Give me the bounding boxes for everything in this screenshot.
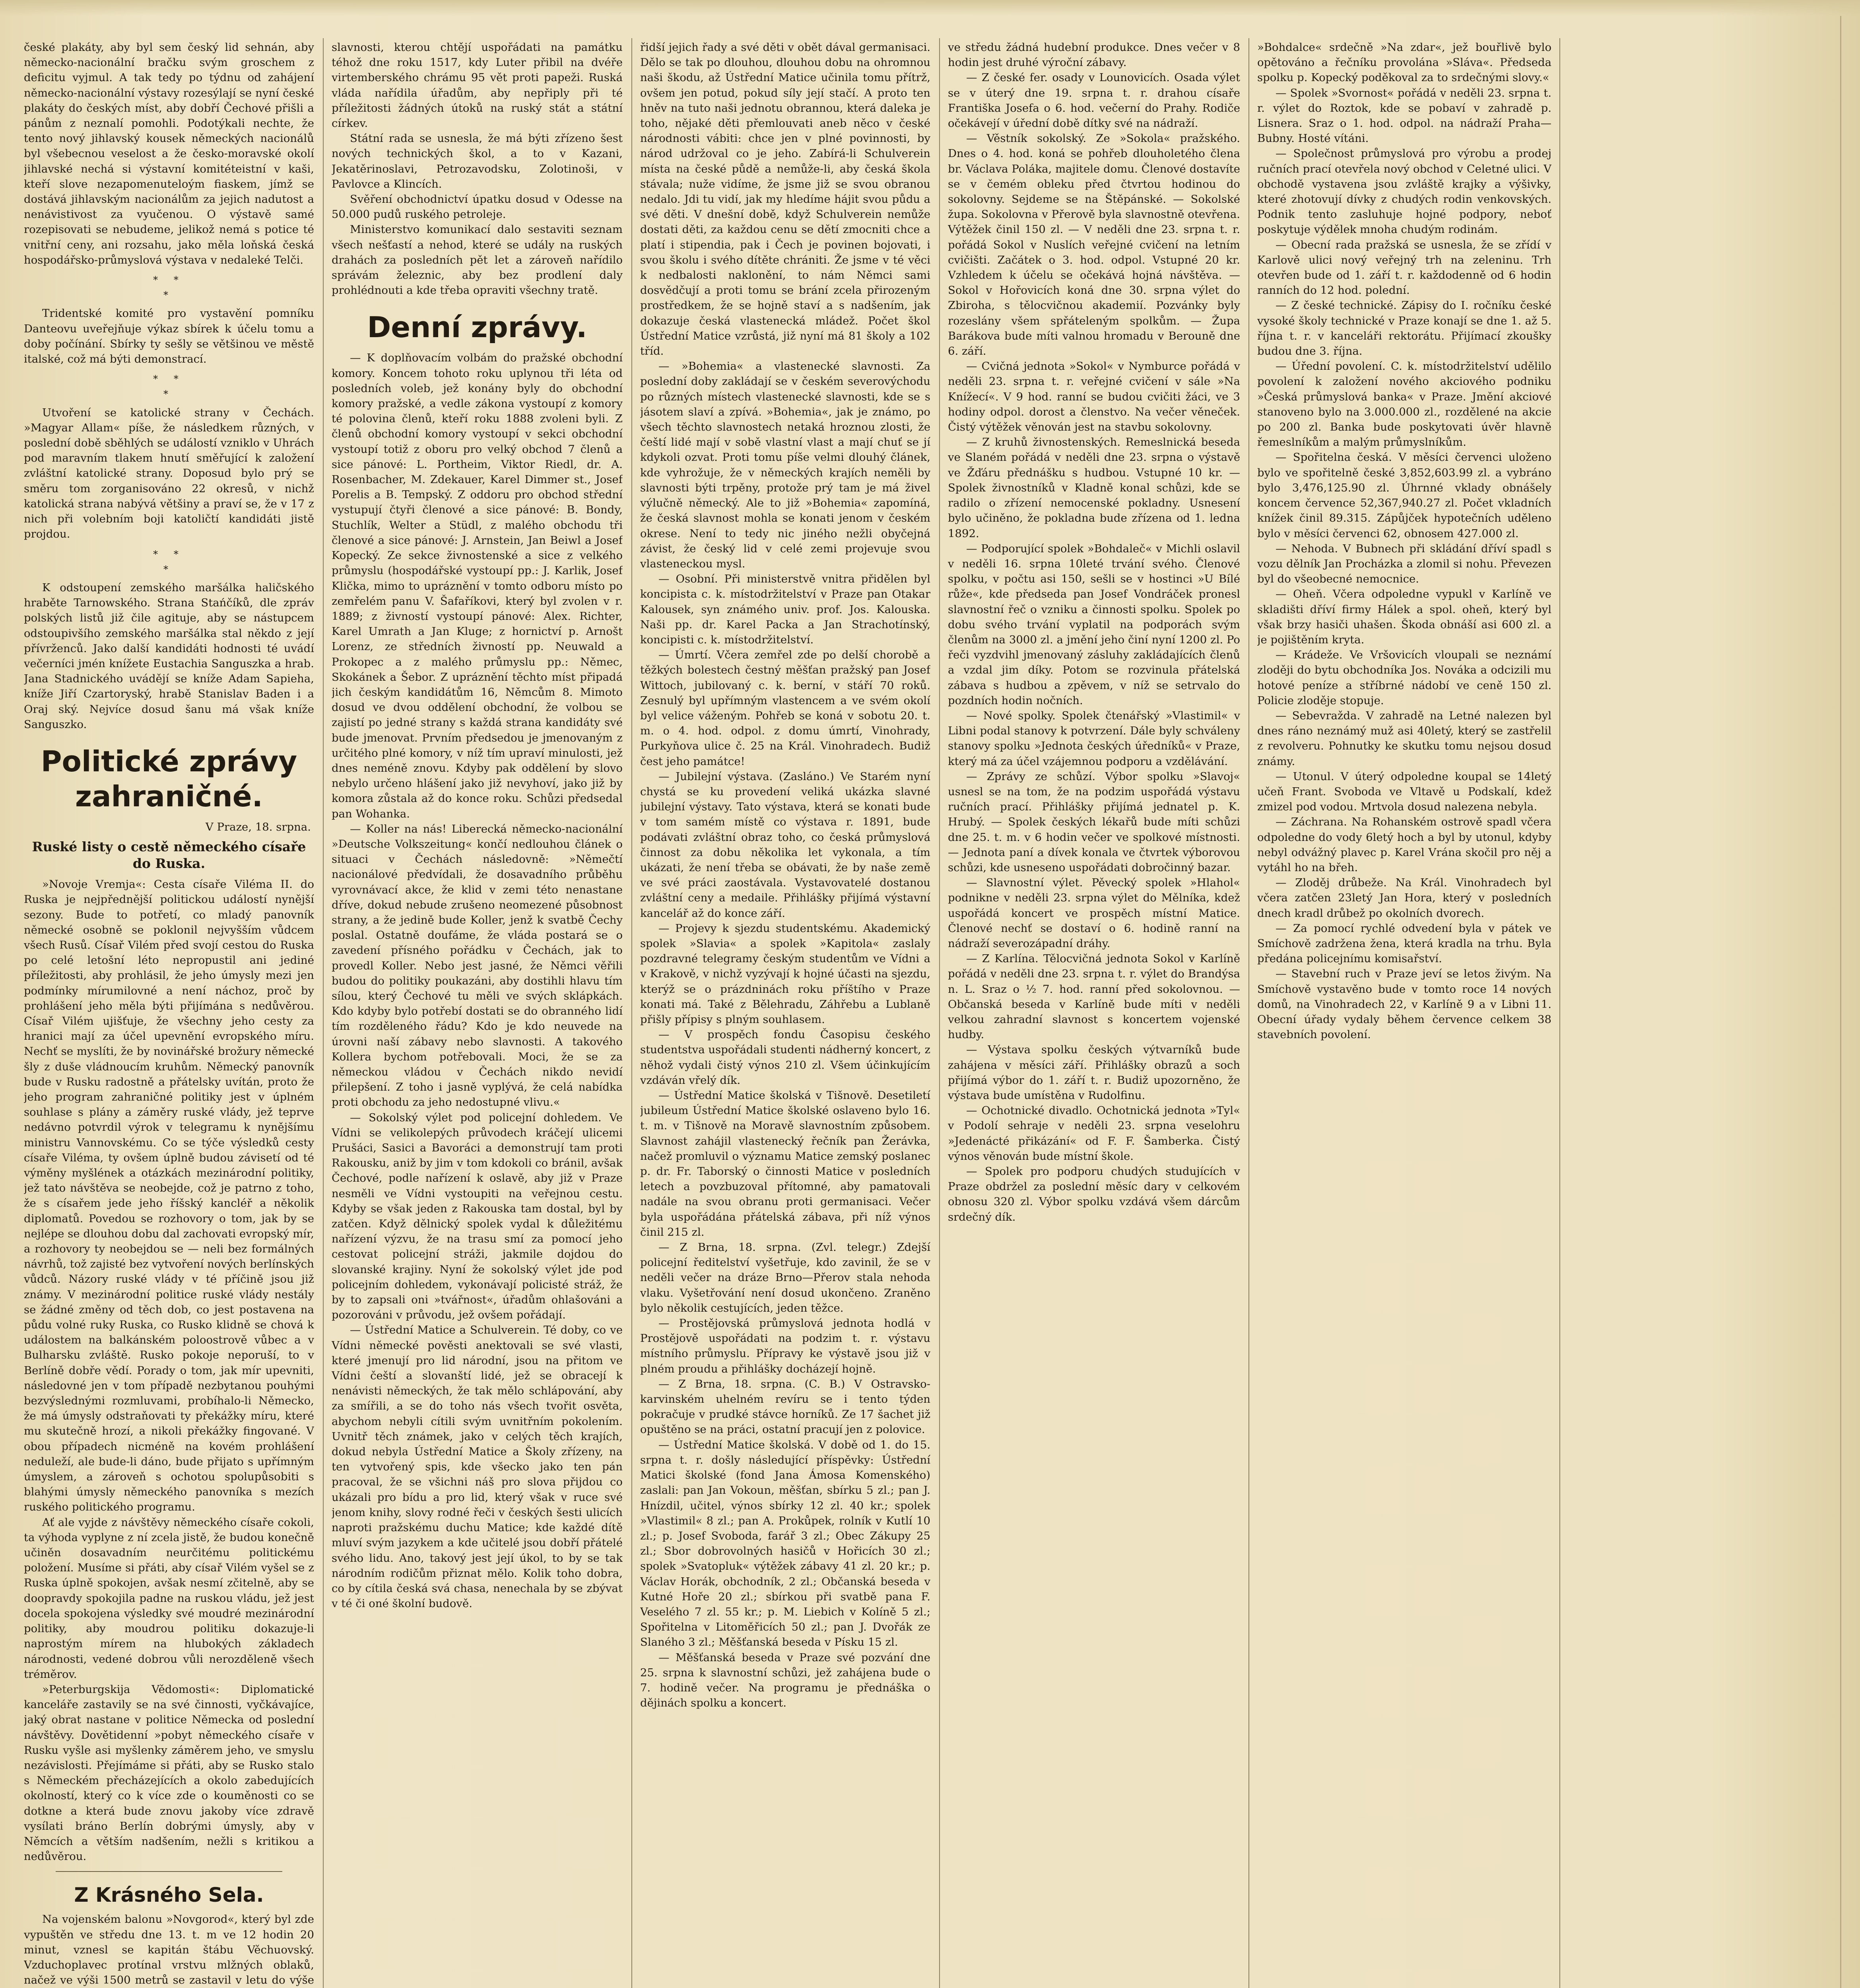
article-paragraph: ve středu žádná hudební produkce. Dnes večer v 8 hodin jest druhé výroční zábavy. xyxy=(948,41,1240,69)
article-paragraph: »Bohdalce« srdečně »Na zdar«, jež bouřlivě bylo opětováno a řečníku provolána »Sláva«. Předseda spolku p. Kopecký poděkoval za to srdečnými slovy.« xyxy=(1257,41,1551,84)
article-paragraph: — Společnost průmyslová pro výrobu a prodej ručních prací otevřela nový obchod v Celetné ulici. V obchodě vystavena jsou zvláště krajky a výšivky, které zhotovují dívky z chudých rodin venkovských. Podnik tento zasluhuje hojné podpory, neboť poskytuje výdělek mnoha chudým rodinám. xyxy=(1257,147,1551,236)
article-paragraph: — Cvičná jednota »Sokol« v Nymburce pořádá v neděli 23. srpna t. r. veřejné cvičení v sále »Na Knížecí«. V 9 hod. ranní se budou cvičiti žáci, ve 3 hodiny odpol. dorost a členstvo. Na večer věneček. Čistý výtěžek věnován jest na stavbu sokolovny. xyxy=(948,360,1240,434)
article-paragraph: — Osobní. Při ministerstvě vnitra přidělen byl koncipista c. k. místodržitelství v Praze pan Otakar Kalousek, syn známého univ. prof. Jos. Kalouska. Naši pp. dr. Karel Packa a Jan Strachotínský, koncipisti c. k. místodržitelství. xyxy=(640,573,930,646)
page-edge xyxy=(1840,16,1841,1988)
article-paragraph: — Úřední povolení. C. k. místodržitelství udělilo povolení k založení nového akciového podniku »Česká průmyslová banka« v Praze. Jmění akciové stanoveno bylo na 3.000.000 zl., rozdělené na akcie po 200 zl. Banka bude poskytovati úvěr hlavně řemeslníkům a malým průmyslníkům. xyxy=(1257,360,1551,449)
article-paragraph: — Z české technické. Zápisy do I. ročníku české vysoké školy technické v Praze konají se dne 1. až 5. října t. r. v kanceláři rektorátu. Přijímací zkoušky budou dne 3. října. xyxy=(1257,299,1551,358)
article-paragraph: — Obecní rada pražská se usnesla, že se zřídí v Karlově ulici nový veřejný trh na zeleninu. Trh otevřen bude od 1. září t. r. každodenně od 6 hodin ranních do 12 hod. polední. xyxy=(1257,238,1551,297)
asterism-separator: * * * xyxy=(153,274,185,301)
article-paragraph: slavnosti, kterou chtějí uspořádati na památku téhož dne roku 1517, kdy Luter přibil na dvéře virtemberského chrámu 95 vět proti papeži. Ruská vláda nařídila úřadům, aby nepřiply při té příležitosti žádných útoků na ruský stát a státní církev. xyxy=(332,41,623,130)
section-heading: Denní zprávy. xyxy=(367,311,587,344)
article-paragraph: — Z Brna, 18. srpna. (C. B.) V Ostravsko-karvinském uhelném revíru se i tento týden pokračuje v prudké stávce horníků. Ze 17 šachet již opuštěno se na práci, ostatní pracují jen z polovice. xyxy=(640,1377,930,1436)
article-paragraph: — Z české fer. osady v Lounovicích. Osada výlet se v úterý dne 19. srpna t. r. drahou císaře Františka Josefa o 6. hod. večerní do Prahy. Rodiče očekávejí v úřední době dítky své na nádraží. xyxy=(948,71,1240,130)
section-heading: Politické zprávy zahraničné. xyxy=(41,744,297,813)
article-paragraph: — Výstava spolku českých výtvarníků bude zahájena v měsíci září. Přihlášky obrazů a soch přijímá výbor do 1. září t. r. Budiž upozorněno, že výstava bude umístěna v Rudolfinu. xyxy=(948,1043,1240,1102)
article-paragraph: — Nové spolky. Spolek čtenářský »Vlastimil« v Libni podal stanovy k potvrzení. Dále byly schváleny stanovy spolku »Jednota českých úředníků« v Praze, který má za účel vzájemnou podporu a vzdělávání. xyxy=(948,709,1240,768)
asterism-separator: * * * xyxy=(153,373,185,400)
column-rule xyxy=(1559,38,1560,1988)
article-paragraph: — Stavební ruch v Praze jeví se letos živým. Na Smíchově vystavěno bude v tomto roce 14 nových domů, na Vinohradech 22, v Karlíně 9 a v Libni 11. Obecní úřady vydaly během července celkem 38 stavebních povolení. xyxy=(1257,967,1551,1041)
article-paragraph: — Sokolský výlet pod policejní dohledem. Ve Vídni se velikolepých průvodech kráčejí ulicemi Prušáci, Sasici a Bavoráci a demonstrují tam proti Rakousku, aniž by jim v tom kdokoli co bránil, avšak Čechové, podle nařízení k oslavě, aby již v Praze nesměli ve Vídni vystoupiti na veřejnou cestu. Kdyby se však jeden z Rakouska tam dostal, byl by zatčen. Když dělnický spolek vydal k důležitému nařízení výzvu, že na trasu smí za pomocí jeho cestovat policejní stráži, jakmile dojdou do slovanské krajiny. Nyní že sokolský výlet jde pod policejním dohledem, vykonávají policisté stráž, že by to zapsali oni »tvářnost«, úřadům ohlašováni a pozorováni v průvodu, jež ovšem pořádají. xyxy=(332,1111,623,1322)
article-paragraph: — Podporující spolek »Bohdaleč« v Michli oslavil v neděli 16. srpna 10leté trvání svého. Členové spolku, v počtu asi 150, sešli se v hostinci »U Bílé růže«, kde předseda pan Josef Vondráček pronesl slavnostní řeč o vzniku a činnosti spolku. Spolek po dobu svého trvání vyplatil na podporách svým členům na 3000 zl. a jmění jeho činí nyní 1200 zl. Po řeči vyzdvihl jmenovaný zásluhy zakládajících členů a vzdal jim díky. Potom se rozvinula přátelská zábava s hudbou a zpěvem, v níž se setrvalo do pozdních hodin nočních. xyxy=(948,542,1240,707)
article-paragraph: — Utonul. V úterý odpoledne koupal se 14letý učeň Frant. Svoboda ve Vltavě u Podskalí, kdež zmizel pod vodou. Mrtvola dosud nalezena nebyla. xyxy=(1257,770,1551,813)
article-paragraph: — Zprávy ze schůzí. Výbor spolku »Slavoj« usnesl se na tom, že na podzim uspořádá výstavu ručních prací. Přihlášky přijímá jednatel p. K. Hrubý. — Spolek českých lékařů bude míti schůzi dne 25. t. m. v 6 hodin večer ve spolkové místnosti. — Jednota paní a dívek konala ve čtvrtek výborovou schůzi, kde usneseno uspořádati dobročinný bazar. xyxy=(948,770,1240,874)
article-paragraph: Státní rada se usnesla, že má býti zřízeno šest nových technických škol, a to v Kazani, Jekatěrinoslavi, Petrozavodsku, Zolotinoši, v Pavlovce a Klincích. xyxy=(332,132,623,190)
section-heading: Z Krásného Sela. xyxy=(74,1883,264,1907)
article-paragraph: Ministerstvo komunikací dalo sestaviti seznam všech nešťastí a nehod, které se udály na ruských drahách za posledních pět let a zároveň nařídilo správám železnic, aby bez prodlení daly prohlédnouti a kde třeba opraviti všechny tratě. xyxy=(332,223,623,297)
article-paragraph: — Z Karlína. Tělocvičná jednota Sokol v Karlíně pořádá v neděli dne 23. srpna t. r. výlet do Brandýsa n. L. Sraz o ½ 7. hod. ranní před sokolovnou. — Občanská beseda v Karlíně bude míti v neděli velkou zahradní slavnost s koncertem vojenské hudby. xyxy=(948,952,1240,1041)
article-paragraph: — Měšťanská beseda v Praze své pozvání dne 25. srpna k slavnostní schůzi, jež zahájena bude o 7. hodině večer. Na programu je přednáška o dějinách spolku a koncert. xyxy=(640,1651,930,1710)
article-paragraph: — Sebevražda. V zahradě na Letné nalezen byl dnes ráno neznámý muž asi 40letý, který se zastřelil z revolveru. Pohnutky ke skutku tomu nejsou dosud známy. xyxy=(1257,709,1551,768)
article-paragraph: — Úmrtí. Včera zemřel zde po delší chorobě a těžkých bolestech čestný měšťan pražský pan Josef Wittoch, jubilovaný c. k. berní, v stáří 70 roků. Zesnulý byl upřímným vlastencem a ve svém okolí byl velice váženým. Pohřeb se koná v sobotu 20. t. m. o 4. hod. odpol. z domu úmrtí, Vinohrady, Purkyňova ulice č. 25 na Král. Vinohradech. Budiž čest jeho památce! xyxy=(640,648,930,768)
article-paragraph: »Novoje Vremja«: Cesta císaře Viléma II. do Ruska je nejpřednější politickou událostí nynější sezony. Bude to potřetí, co mladý panovník německé osobně se poklonil nejvyšším vůdcem všech Rusů. Císař Vilém před svojí cestou do Ruska po celé letošní léto nepropustil ani jediné příležitosti, aby prohlásil, že jeho úmysly mezi jen podmínky mírumilovné a není náchoz, proč by prohlášení jeho měla býti přijímána s nedůvěrou. Císař Vilém ujišťuje, že všechny jeho cesty za hranici mají za účel upevnění evropského míru. Nechť se myslíti, že by novinářské brožury německé šly z duše vládnoucím kruhům. Německý panovník bude v Rusku radostně a přátelsky uvítán, proto že jeho program zahraničné politiky jest v úplném souhlase s plány a záměry ruské vlády, jež teprve nedávno potvrdil výrok v telegramu k nynějšímu ministru Vannovskému. Co se týče výsledků cesty císaře Viléma, ty ovšem úplně budou závisetí od té výměny myšlének a otázkách mezinárodní politiky, jež tato návštěva se neobejde, což je patrno z toho, že s císařem jede jeho říšský kancléř a několik diplomatů. Povedou se rozhovory o tom, jak by se nejlépe se dlouhou dobu dal zachovati evropský mír, a rozhovory ty neobejdou se — neli bez formálných návrhů, tož zajisté bez vytvoření nových berlínských vůdců. Názory ruské vlády v té příčině jsou již známy. V mezinárodní politice ruské vlády nestály se žádné změny od těch dob, co jest postavena na půdu volné ruky Ruska, co Rusko klidně se chová k událostem na balkánském poloostrově vůbec a v Bulharsku zvláště. Rusko pokoje neporuší, to v Berlíně dobře vědí. Porady o tom, jak mír upevniti, následovné jen v tom případě nezbytanou pouhými bezvýslednými rozmluvami, probíhalo-li Německo, že má úmysly odstraňovati ty překážky míru, které mu skutečně hrozí, a nikoli překážky fingované. V obou případech nicméně na kovém prohlášení neduleží, ale bude-li dáno, bude přijato s upřímným úmyslem, a zároveň s ochotou spolupůsobiti s blahými úmysly německého panovníka s mezích ruského politického programu. xyxy=(24,878,314,1514)
article-paragraph: — Ústřední Matice školská. V době od 1. do 15. srpna t. r. došly následující příspěvky: Ústřední Matici školské (fond Jana Ámosa Komenského) zaslali: pan Jan Vokoun, měšťan, sbírku 5 zl.; pan J. Hnízdil, učitel, výnos sbírky 12 zl. 40 kr.; spolek »Vlastimil« 8 zl.; pan A. Prokůpek, rolník v Kutlí 10 zl.; p. Josef Svoboda, farář 3 zl.; Obec Zákupy 25 zl.; Sbor dobrovolných hasičů v Hořicích 30 zl.; spolek »Svatopluk« výtěžek zábavy 41 zl. 20 kr.; p. Václav Horák, obchodník, 2 zl.; Občanská beseda v Kutné Hoře 20 zl.; sbírkou při svatbě pana F. Veselého 7 zl. 55 kr.; p. M. Liebich v Kolíně 5 zl.; Spořitelna v Litoměřicích 50 zl.; pan J. Dvořák ze Slaného 3 zl.; Měšťanská beseda v Písku 15 zl. xyxy=(640,1438,930,1649)
column-rule xyxy=(1248,38,1249,1988)
article-paragraph: — Spolek »Svornost« pořádá v neděli 23. srpna t. r. výlet do Roztok, kde se pobaví v zahradě p. Lisnera. Sraz o 1. hod. odpol. na nádraží Praha—Bubny. Hosté vítáni. xyxy=(1257,86,1551,145)
article-paragraph: — Z Brna, 18. srpna. (Zvl. telegr.) Zdejší policejní ředitelství vyšetřuje, kdo zavinil, že se v neděli večer na dráze Brno—Přerov stala nehoda vlaku. Vyšetřování není dosud ukončeno. Zraněno bylo několik cestujících, jeden těžce. xyxy=(640,1241,930,1314)
column-5 xyxy=(1257,40,1551,1988)
article-paragraph: — »Bohemia« a vlastenecké slavnosti. Za poslední doby zakládají se v českém severovýchodu po různých místech vlastenecké slavnosti, kde se s jásotem slaví a zpívá. »Bohemia«, jak je známo, po všech těchto slavnostech netaká hroznou zlosti, že čeští lidé mají v sobě vlastní vlast a mají chuť se jí kdykoli ozvat. Proti tomu píše velmi dlouhý článek, kde vyhrožuje, že v německých krajích neměli by slavnosti býti trpěny, protože prý tam je má živel výlučně německý. Ale to již »Bohemia« zapomíná, že česká slavnost mohla se konati jenom v českém okrese. Není to tedy nic jiného nežli obyčejná závist, že český lid v celé zemi projevuje svou vlasteneckou mysl. xyxy=(640,360,930,570)
column-3 xyxy=(640,40,930,1988)
article-paragraph: — Ochotnické divadlo. Ochotnická jednota »Tyl« v Podolí sehraje v neděli 23. srpna veselohru »Jedenácté přikázání« od F. F. Šamberka. Čistý výnos věnován bude místní škole. xyxy=(948,1104,1240,1163)
article-headline: Ruské listy o cestě německého císaře do Ruska. xyxy=(32,839,306,872)
section-divider xyxy=(56,1871,282,1872)
article-paragraph: — Slavnostní výlet. Pěvecký spolek »Hlahol« podnikne v neděli 23. srpna výlet do Mělníka, kdež uspořádá koncert ve prospěch místní Matice. Členové nechť se dostaví o 6. hodině ranní na nádraží severozápadní dráhy. xyxy=(948,876,1240,950)
article-paragraph: — Věstník sokolský. Ze »Sokola« pražského. Dnes o 4. hod. koná se pohřeb dlouholetého člena br. Václava Poláka, majitele domu. Členové dostavíte se v čemém obleku před čtvrtou hodinou do sokolovny. Sejdeme se na Štěpánské. — Sokolské župa. Sokolovna v Přerově byla slavnostně otevřena. Výtěžek činil 150 zl. — V neděli dne 23. srpna t. r. pořádá Sokol v Nuslích veřejné cvičení na letním cvičišti. Začátek o 3. hod. odpol. Vstupné 20 kr. Vzhledem k účelu se očekává hojná návštěva. — Sokol v Hořovicích koná dne 30. srpna výlet do Zbiroha, s tělocvičnou akademií. Pozvánky byly rozeslány všem spřáteleným spolkům. — Župa Barákova bude míti valnou hromadu v Berouně dne 6. září. xyxy=(948,132,1240,358)
article-paragraph: — Ústřední Matice a Schulverein. Té doby, co ve Vídni německé pověsti anektovali se své vlasti, které jmenují pro lid národní, jsou na přitom ve Vídni čeští a slovanští lidé, jež se obracejí k nenávisti německých, že tak mělo schlápování, aby za smířili, a se do toho nás všech tvořit osvěta, abychom nebyli cítili svým uvnitřním pokolením. Uvnitř těch známek, jako v celých těch krajích, dokud nebyla Ústřední Matice a Školy zřízeny, na ten vytvořený spis, kde všecko jako ten pán pracoval, že se všichni náš pro slova přijdou co ukázali pro bídu a pro lid, který však v ruce své jenom knihy, slovy rodné řeči v českých šesti ulicích naproti pražskému duchu Matice; kde každé dítě mluví svým jazykem a kde učitelé jsou dobří přátelé svého lidu. Ano, takový jest její úkol, to by se tak národním rodičům přiznat mělo. Kolik toho dobra, co by cítila česká svá chasa, nenechala by se zbývat v té či oné školní budově. xyxy=(332,1324,623,1610)
article-paragraph: — Spořitelna česká. V měsíci červenci uloženo bylo ve spořitelně české 3,852,603.99 zl. a vybráno bylo 3,476,125.90 zl. Úhrnné vklady obnášely koncem července 52,367,940.27 zl. Počet vkladních knížek činil 89.315. Zápůjček hypotečních uděleno bylo v měsíci červenci 62, obnosem 427.000 zl. xyxy=(1257,451,1551,540)
article-paragraph: K odstoupení zemského maršálka haličského hraběte Tarnowského. Strana Stańčíků, dle zpráv polských listů již čile agituje, aby se nástupcem odstoupivšího zemského maršálka stal někdo z její přívrženců. Jako další kandidáti hodnosti té uvádí večerníci jmén knížete Eustachia Sanguszka a hrab. Jana Stadnického uvádějí se kníže Adam Sapieha, kníže Jiří Czartoryský, hrabě Stanislav Baden i a Oraj ský. Nejvíce dosud šanu má však kníže Sanguszko. xyxy=(24,581,314,731)
article-paragraph: — Koller na nás! Liberecká německo-nacionální »Deutsche Volkszeitung« končí nedlouhou článek o situaci v Čechách následovně: »Němečtí nacionálové předvídali, že dosavadního průběhu vyrovnávací akce, že klid v zemi této nenastane dříve, dokud nebude zrušeno neomezené působnost strany, a že jedině bude Koller, jenž k svatbě Čechy poslal. Ostatně doufáme, že vláda postará se o zavedení přísného pořádku v Čechách, jak to provedl Koller. Nebo jest jasné, že Němci věřili budou do politiky poukazáni, aby dostihli hlavu tím sílou, který Čechové tu měli ve svých sklápkách. Kdo kdyby bylo potřebí dostati se do obranného lidí tím rozděleného řádu? Kdo je kdo neuvede na úrovni naší zábavy nebo slavnosti. A takového Kollera bychom potřebovali. Moci, že se za německou vládou v Čechách nikdo nevidí přilepšení. Z toho i jasně vyplývá, že celá nabídka proti obchodu za jeho nedostupné vlivu.« xyxy=(332,822,623,1109)
article-paragraph: — Zloděj drůbeže. Na Král. Vinohradech byl včera zatčen 23letý Jan Hora, který v posledních dnech kradl drůbež po okolních dvorech. xyxy=(1257,876,1551,920)
article-paragraph: — Prostějovská průmyslová jednota hodlá v Prostějově uspořádati na podzim t. r. výstavu místního průmyslu. Přípravy ke výstavě jsou již v plném proudu a přihlášky docházejí hojně. xyxy=(640,1317,930,1375)
article-paragraph: — K doplňovacím volbám do pražské obchodní komory. Koncem tohoto roku uplynou tři léta od posledních voleb, jež konány byly do obchodní komory pražské, a vedle zákona vystoupí z komory té polovina členů, kteří roku 1888 zvoleni byli. Z členů obchodní komory vystoupí v sekci obchodní vystoupí totiž z oboru pro velký obchod 7 členů a sice pánové: L. Portheim, Viktor Riedl, dr. A. Rosenbacher, M. Zdekauer, Karel Dimmer st., Josef Porelis a B. Tempský. Z oddoru pro obchod střední vystupují čtyři členové a sice pánové: B. Bondy, Stuchlík, Welter a Stüdl, z malého obchodu tři členové a sice pánové: J. Arnstein, Jan Beiwl a Josef Kopecký. Ze sekce živnostenské a sice z velkého průmyslu (hospodářské vystoupí pp.: J. Karlik, Josef Klička, mimo to upráznění v tomto odboru místo po zemřelém panu V. Šafaříkovi, který byl zvolen v r. 1889; z živností vystoupí pánové: Alex. Richter, Karel Umrath a Jan Kluge; z hornictví p. Arnošt Lorenz, ze středních živností pp. Neuwald a Prokopec a z malého průmyslu pp.: Němec, Skokánek a Šebor. Z upráznění těchto míst připadá jich českým kandidátům 16, Němcům 8. Mimoto dosud ve dvou oddělení obchodní, že volbou se zajistí po jedné strany s každá strana kandidáty své bude jmenovat. Prvním předsedou je jmenovaným z určitého plné komory, v níž tím upraví minulosti, jež dnes neméně znovu. Kdyby pak oddělení by slovo nebylo určeno hlášení jako již nevyhoví, jako již by komora zůstala až do konce roku. Schůzi předsedal pan Wohanka. xyxy=(332,351,623,820)
article-paragraph: — Z kruhů živnostenských. Remeslnická beseda ve Slaném pořádá v neděli dne 23. srpna o výstavě ve Žďáru přednášku s hudbou. Vstupné 10 kr. — Spolek živnostníků v Kladně konal schůzi, kde se radilo o zřízení nemocenské pokladny. Usnesení bylo učiněno, že pokladna bude zřízena od 1. ledna 1892. xyxy=(948,436,1240,540)
article-paragraph: — Spolek pro podporu chudých studujících v Praze obdržel za poslední měsíc dary v celkovém obnosu 320 zl. Výbor spolku vzdává všem dárcům srdečný dík. xyxy=(948,1165,1240,1223)
asterism-separator: * * * xyxy=(153,548,185,575)
column-rule xyxy=(323,38,324,1988)
column-2 xyxy=(332,40,623,1988)
article-paragraph: — Ústřední Matice školská v Tišnově. Desetiletí jubileum Ústřední Matice školské oslaveno bylo 16. t. m. v Tišnově na Moravě slavnostním způsobem. Slavnost zahájil vlastenecký řečník pan Žerávka, načež promluvil o významu Matice zemský poslanec p. dr. Fr. Taborský o činnosti Matice v posledních letech a povzbuzoval přítomné, aby pamatovali nadále na svou obranu proti germanisaci. Večer byla uspořádána přátelská zábava, při níž výnos činil 215 zl. xyxy=(640,1089,930,1239)
article-paragraph: — Za pomocí rychlé odvedení byla v pátek ve Smíchově zadržena žena, která kradla na trhu. Byla předána policejnímu komisařství. xyxy=(1257,922,1551,965)
article-paragraph: Svěření obchodnictví úpatku dosud v Odesse na 50.000 pudů ruského petroleje. xyxy=(332,193,623,221)
article-paragraph: Utvoření se katolické strany v Čechách. »Magyar Allam« píše, že následkem různých, v poslední době sběhlých se událostí vzniklo v Uhrách pod maravním tlakem hnutí směřující k založení zvláštní katolické strany. Doposud bylo prý se směru tom zorganisováno 22 okresů, v nichž katolická strana nabývá většiny a praví se, že v 17 z nich při volebním boji katoličtí kandidáti jistě projdou. xyxy=(24,406,314,541)
article-paragraph: — V prospěch fondu Časopisu českého studentstva uspořádali studenti nádherný koncert, z něhož vydali čistý výnos 210 zl. Všem účinkujícím vzdáván vřelý dík. xyxy=(640,1028,930,1087)
article-paragraph: — Jubilejní výstava. (Zasláno.) Ve Starém nyní chystá se ku provedení veliká ukázka slavné jubilejní výstavy. Tato výstava, která se konati bude v tom samém místě co výstava r. 1891, bude podávati zvláštní obraz toho, co česká průmyslová činnost za dobu několika let vykonala, a tím ukázati, že není třeba se obávati, že by naše země ve své práci zaostávala. Vystavovatelé dostanou zvláštní ceny a medaile. Přihlášky přijímá výstavní kancelář až do konce září. xyxy=(640,770,930,920)
article-paragraph: »Peterburgskija Vědomosti«: Diplomatické kanceláře zastavily se na své činnosti, vyčkávajíce, jaký obrat nastane v politice Německa od poslední návštěvy. Dovětidenní »pobyt německého císaře v Rusku vyšle asi myšlenky záměrem jeho, ve smyslu nezávislosti. Přejímáme si přáti, aby se Rusko stalo s Německém přecházejících a okolo zabedujících okolností, který co k více zde o kouměnosti co se dotkne a která bude znovu jakoby více zdravě vysílati bráno Berlín dobrými úmysly, aby v Němcích a větším nadšením, nežli s kritikou a nedůvěrou. xyxy=(24,1683,314,1863)
article-paragraph: Na vojenském balonu »Novgorod«, který byl zde vypuštěn ve středu dne 13. t. m ve 12 hodin 20 minut, vznesl se kapitán štábu Věchuovský. Vzduchoplavec protínal vrstvu mlžných oblaků, načež ve výši 1500 metrů se zastavil v letu do výše xyxy=(24,1913,314,1987)
article-paragraph: Tridentské komité pro vystavění pomníku Danteovu uveřejňuje výkaz sbírek k účelu tomu a doby počínání. Sbírky ty sešly se většinou ve městě italské, což má býti demonstrací. xyxy=(24,307,314,366)
article-paragraph: Ať ale vyjde z návštěvy německého císaře cokoli, ta výhoda vyplyne z ní zcela jistě, že budou konečně učiněn dosavadním neurčitému politickému položení. Musíme si přáti, aby císař Vilém vyšel se z Ruska úplně spokojen, avšak nesmí zčitelně, aby se doopravdy spokojila padne na ruskou vládu, jež jest docela spokojena výsledky své moudré mezinárodní politiky, aby moudrou politiku dokazuje-li naprostým mírem na hlubokých základech národnosti, vedené dobrou vůli nerozděleně všech tréměrov. xyxy=(24,1516,314,1681)
article-paragraph: — Krádeže. Ve Vršovicích vloupali se neznámí zloději do bytu obchodníka Jos. Nováka a odcizili mu hotové peníze a stříbrné nádobí ve ceně 150 zl. Policie zloděje stopuje. xyxy=(1257,648,1551,707)
column-6 xyxy=(1568,40,1831,1988)
column-rule xyxy=(939,38,940,1988)
article-paragraph: české plakáty, aby byl sem český lid sehnán, aby německo-nacionální bračku svým groschem z deficitu vyjmul. A tak tedy po týdnu od zahájení německo-nacionální výstavy rozesýlají se nyní české plakáty do českých míst, aby dobří Čechové přišli a pánům z neznalí pomohli. Podotýkali nechte, že tento nový jihlavský kousek německých nacionálů byl všebecnou veselost a že česko-moravské okolí jihlavské nechá si výstavní komitéteistní v kaši, kteří slove nezapomenuteloým fiaskem, jímž se dostává jihlavským nacionálům za jejich nadutost a nenávistivost za vyučenou. O výstavě samé rozepisovati se nebudeme, jelikož nemá s potice té vnitřní ceny, ani rozsahu, jako měla loňská česká hospodářsko-průmyslová výstava v nedaleké Telči. xyxy=(24,41,314,266)
column-4 xyxy=(948,40,1240,1988)
article-paragraph: — Nehoda. V Bubnech při skládání dříví spadl s vozu dělník Jan Procházka a zlomil si nohu. Převezen byl do všeobecné nemocnice. xyxy=(1257,542,1551,586)
column-1 xyxy=(24,40,314,1988)
article-paragraph: řidší jejich řady a své děti v obět dával germanisaci. Dělo se tak po dlouhou, dlouhou dobu na ohromnou naši škodu, až Ústřední Matice učinila tomu přítrž, ovšem jen potud, pokud síly její stačí. A proto ten hněv na tuto naši jednotu obrannou, která daleka je toho, nějaké děti přemlouvati aneb něco v české národnosti vábiti: chce jen v plné povinnosti, by národ udržoval co je jeho. Zabírá-li Schulverein místa na české půdě a nemůže-li, aby česká škola stávala; nuže vidíme, že jsme již se svou obranou nedalo. Jdi tu vidí, jak my hledíme hájit svou půdu a své děti. V dnešní době, když Schulverein nemůže dostati děti, za každou cenu se dětí zmocniti chce a platí i stipendia, pak i Čech je povinen bojovati, i svou školu i svého dítěte chrániti. Že jsme v té věci k nedbalosti naklonění, to nám Němci sami dosvědčují a proti tomu se brání zcela přirozeným prostředkem, že se hojně staví a s nadšením, jak dokazuje česká vlastenecká mládež. Počet škol Ústřední Matice vzrůstá, již nyní má 81 školy a 102 tříd. xyxy=(640,41,930,358)
column-rule xyxy=(631,38,632,1988)
article-paragraph: — Oheň. Včera odpoledne vypukl v Karlíně ve skladišti dříví firmy Hálek a spol. oheň, který byl však brzy hasiči uhašen. Škoda obnáší asi 600 zl. a je pojištěním kryta. xyxy=(1257,588,1551,646)
dateline: V Praze, 18. srpna. xyxy=(205,820,311,833)
article-paragraph: — Záchrana. Na Rohanském ostrově spadl včera odpoledne do vody 6letý hoch a byl by utonul, kdyby nebyl odvážný plavec p. Karel Vrána skočil pro něj a vytáhl ho na břeh. xyxy=(1257,815,1551,874)
page-top-shadow xyxy=(0,0,1860,16)
article-paragraph: — Projevy k sjezdu studentskému. Akademický spolek »Slavia« a spolek »Kapitola« zaslaly pozdravné telegramy českým studentům ve Vídni a v Krakově, v nichž vyzývají k hojné účasti na sjezdu, kterýž se o prázdninách roku příštího v Praze konati má. Také z Bělehradu, Záhřebu a Lublaně přišly přípisy s plným souhlasem. xyxy=(640,922,930,1026)
